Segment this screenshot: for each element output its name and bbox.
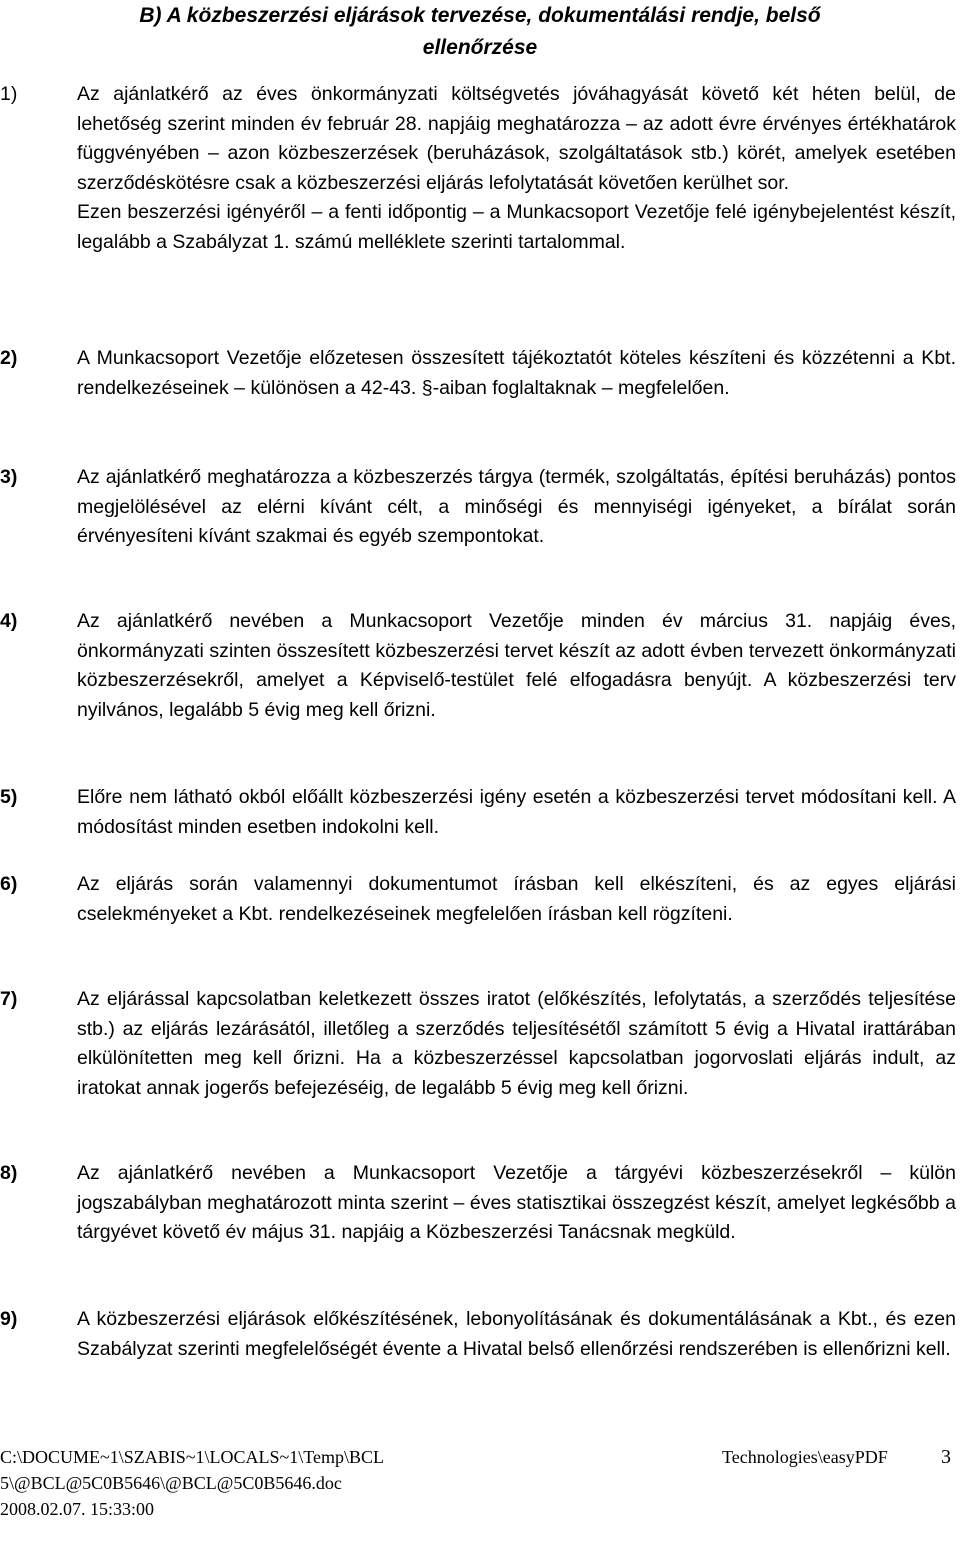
footer-path-middle: Technologies\easyPDF: [722, 1447, 888, 1467]
item-text: Az ajánlatkérő az éves önkormányzati költségvetés jóváhagyását követő két héten belül, de lehetőség szerint minden év február 28. napjáig meghatározza – az adott évre érvényes értékhatárok függvényében – azon közbeszerzések (beruházások, szolgáltatások stb.) körét, amelyek esetében szerződéskötésre csak a közbeszerzési eljárás lefolytatását követően kerülhet sor.: [77, 83, 956, 194]
list-item-2: [0, 344, 956, 403]
item-text: Az ajánlatkérő nevében a Munkacsoport Vezetője minden év március 31. napjáig éves, önkormányzati szinten összesített közbeszerzési tervet készít az adott évben tervezett önkormányzati közbeszerzésekről, amelyet a Képviselő-testület felé elfogadásra benyújt. A közbeszerzési terv nyilvános, legalább 5 évig meg kell őrizni.: [77, 610, 956, 721]
footer-path-line-1: C:\DOCUME~1\SZABIS~1\LOCALS~1\Temp\BCL: [0, 1447, 384, 1467]
footer-timestamp: 2008.02.07. 15:33:00: [0, 1499, 155, 1519]
item-text: Az eljárás során valamennyi dokumentumot írásban kell elkészíteni, és az egyes eljárási cselekményeket a Kbt. rendelkezéseinek megfelelően írásban kell rögzíteni.: [77, 873, 956, 925]
item-text: A közbeszerzési eljárások előkészítésének, lebonyolításának és dokumentálásának a Kbt., és ezen Szabályzat szerinti megfelelőségét évente a Hivatal belső ellenőrzési rendszerében is ellenőrizni kell.: [77, 1308, 956, 1360]
list-item-3: [0, 463, 956, 552]
section-heading: [0, 0, 960, 64]
item-number: 8): [0, 1162, 18, 1184]
item-text: Az eljárással kapcsolatban keletkezett összes iratot (előkészítés, lefolytatás, a szerződés teljesítése stb.) az eljárás lezárásától, illetőleg a szerződés teljesítésétől számított 5 évig a Hivatal irattárában elkülönítetten meg kell őrizni. Ha a közbeszerzéssel kapcsolatban jogorvoslati eljárás indult, az iratokat annak jogerős befejezéséig, de legalább 5 évig meg kell őrizni.: [77, 988, 956, 1099]
list-item-8: [0, 1159, 956, 1248]
item-number: 3): [0, 466, 18, 488]
list-item-4: [0, 607, 956, 725]
item-number: 2): [0, 347, 18, 369]
list-item-6: [0, 870, 956, 929]
heading-line-1: B) A közbeszerzési eljárások tervezése, dokumentálási rendje, belső: [139, 4, 821, 27]
item-text-continuation: Ezen beszerzési igényéről – a fenti időpontig – a Munkacsoport Vezetője felé igénybejelentést készít, legalább a Szabályzat 1. számú melléklete szerinti tartalommal.: [77, 201, 956, 253]
item-number: 6): [0, 873, 18, 895]
item-text: Az ajánlatkérő meghatározza a közbeszerzés tárgya (termék, szolgáltatás, építési beruházás) pontos megjelölésével az elérni kívánt célt, a minőségi és mennyiségi igényeket, a bírálat során érvényesíteni kívánt szakmai és egyéb szempontokat.: [77, 466, 956, 547]
list-item-7: [0, 985, 956, 1103]
item-number: 4): [0, 610, 18, 632]
list-item-9: [0, 1305, 956, 1364]
item-number: 5): [0, 786, 18, 808]
item-number: 7): [0, 988, 18, 1010]
item-text: A Munkacsoport Vezetője előzetesen összesített tájékoztatót köteles készíteni és közzétenni a Kbt. rendelkezéseinek – különösen a 42-43. §-aiban foglaltaknak – megfelelően.: [77, 347, 956, 399]
item-text: Előre nem látható okból előállt közbeszerzési igény esetén a közbeszerzési tervet módosítani kell. A módosítást minden esetben indokolni kell.: [77, 786, 956, 838]
item-text: Az ajánlatkérő nevében a Munkacsoport Vezetője a tárgyévi közbeszerzésekről – külön jogszabályban meghatározott minta szerint – éves statisztikai összegzést készít, amelyet legkésőbb a tárgyévet követő év május 31. napjáig a Közbeszerzési Tanácsnak megküld.: [77, 1162, 956, 1243]
footer-path-line-2: 5\@BCL@5C0B5646\@BCL@5C0B5646.doc: [0, 1473, 342, 1493]
heading-line-2: ellenőrzése: [422, 36, 538, 59]
footer-file-path: [0, 1444, 384, 1522]
list-item-1: [0, 80, 956, 257]
item-number: 9): [0, 1308, 18, 1330]
page-number: 3: [941, 1446, 951, 1468]
item-number: 1): [0, 83, 18, 105]
list-item-5: [0, 783, 956, 842]
